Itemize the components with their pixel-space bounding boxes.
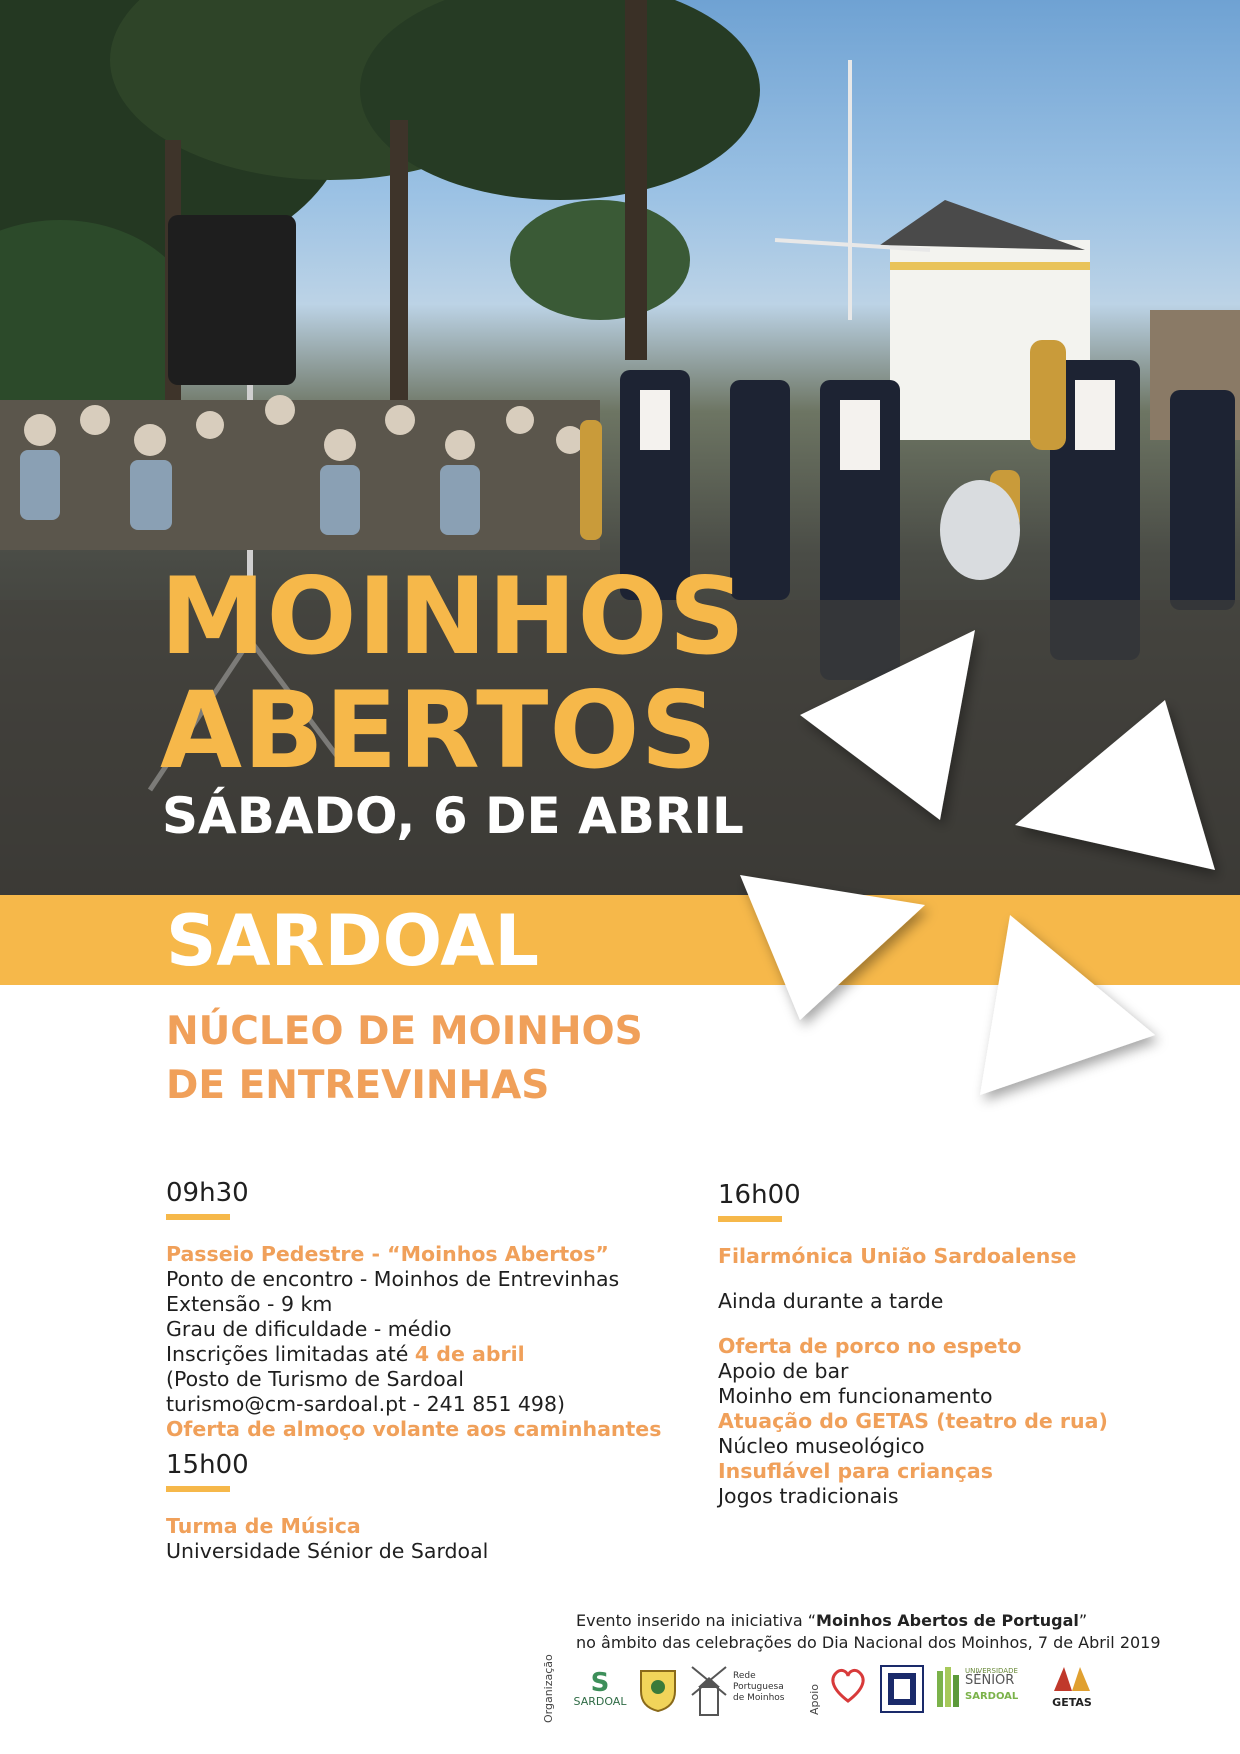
time-underline (718, 1216, 782, 1222)
sardoal-s-icon: S (590, 1668, 610, 1698)
footer-line-1 (576, 1610, 1161, 1632)
school-logo (880, 1665, 924, 1713)
getas-masks-icon (1050, 1663, 1094, 1693)
windmill-logo (688, 1665, 730, 1717)
event-title (160, 555, 746, 792)
time-underline (166, 1214, 230, 1220)
list-item: Jogos tradicionais (718, 1484, 899, 1508)
place-name: SARDOAL (166, 900, 540, 982)
venue-title (166, 1005, 786, 1113)
event-date: SÁBADO, 6 DE ABRIL (162, 787, 744, 845)
list-item: Núcleo museológico (718, 1434, 925, 1458)
universidade-sardoal-text: SARDOAL (965, 1691, 1019, 1702)
universidade-senior-logo (935, 1665, 1025, 1715)
activity-title: Passeio Pedestre - “Moinhos Abertos” (166, 1242, 609, 1266)
list-item: Apoio de bar (718, 1359, 849, 1383)
universidade-senior-text: SÉNIOR (965, 1673, 1015, 1688)
contact-line: (Posto de Turismo de Sardoal (166, 1367, 464, 1391)
rede-line: de Moinhos (733, 1693, 785, 1703)
universidade-icon (935, 1665, 961, 1709)
registration-date: 4 de abril (414, 1342, 525, 1366)
windmill-icon (688, 1665, 730, 1717)
rede-line: Portuguesa (733, 1682, 784, 1692)
activity-title: Filarmónica União Sardoalense (718, 1244, 1077, 1268)
getas-text: GETAS (1052, 1696, 1092, 1709)
footer-line-1-prefix: Evento inserido na iniciativa “ (576, 1611, 817, 1630)
list-item: Insuflável para crianças (718, 1459, 993, 1483)
lunch-offer: Oferta de almoço volante aos caminhantes (166, 1417, 662, 1441)
venue-line-1: NÚCLEO DE MOINHOS (166, 1009, 643, 1054)
school-icon (882, 1667, 922, 1711)
footer-line-1-suffix: ” (1078, 1611, 1088, 1630)
sardoal-logo-text: SARDOAL (573, 1695, 627, 1708)
activity-title: Turma de Música (166, 1514, 361, 1538)
rede-line: Rede (733, 1671, 756, 1681)
footer-initiative-name: Moinhos Abertos de Portugal (816, 1611, 1079, 1630)
contact-line: turismo@cm-sardoal.pt - 241 851 498) (166, 1392, 566, 1416)
heart-icon (826, 1663, 870, 1707)
registration-prefix: Inscrições limitadas até (166, 1342, 415, 1366)
list-item: Moinho em funcionamento (718, 1384, 993, 1408)
sardoal-logo (570, 1670, 630, 1708)
time-1500: 15h00 (166, 1450, 249, 1480)
footer-line-2: no âmbito das celebrações do Dia Nacional dos Moinhos, 7 de Abril 2019 (576, 1633, 1161, 1652)
crest-icon (637, 1665, 679, 1713)
logo-strip (540, 1645, 1230, 1745)
getas-logo (1050, 1663, 1094, 1715)
schedule-left (166, 1178, 661, 1564)
schedule-right (718, 1180, 1108, 1509)
activity-line: Ponto de encontro - Moinhos de Entrevinhas (166, 1267, 620, 1291)
time-1600: 16h00 (718, 1180, 801, 1210)
heart-logo (825, 1663, 870, 1713)
list-item: Oferta de porco no espeto (718, 1334, 1022, 1358)
rede-moinhos-text (733, 1671, 793, 1704)
support-label: Apoio (808, 1683, 821, 1715)
universidade-small-text: UNIVERSIDADE (965, 1667, 1018, 1675)
venue-line-2: DE ENTREVINHAS (166, 1063, 550, 1108)
activity-line: Extensão - 9 km (166, 1292, 333, 1316)
activity-line: Universidade Sénior de Sardoal (166, 1539, 489, 1563)
title-line-2: ABERTOS (160, 669, 718, 792)
list-item: Atuação do GETAS (teatro de rua) (718, 1409, 1108, 1433)
activity-subtitle: Ainda durante a tarde (718, 1289, 944, 1313)
activity-line: Grau de dificuldade - médio (166, 1317, 452, 1341)
title-line-1: MOINHOS (160, 555, 746, 678)
registration-line (166, 1342, 661, 1367)
organization-label: Organização (542, 1654, 555, 1723)
municipal-crest-logo (635, 1665, 680, 1715)
time-underline (166, 1486, 230, 1492)
time-0930: 09h30 (166, 1178, 249, 1208)
activity-list (718, 1334, 1108, 1509)
